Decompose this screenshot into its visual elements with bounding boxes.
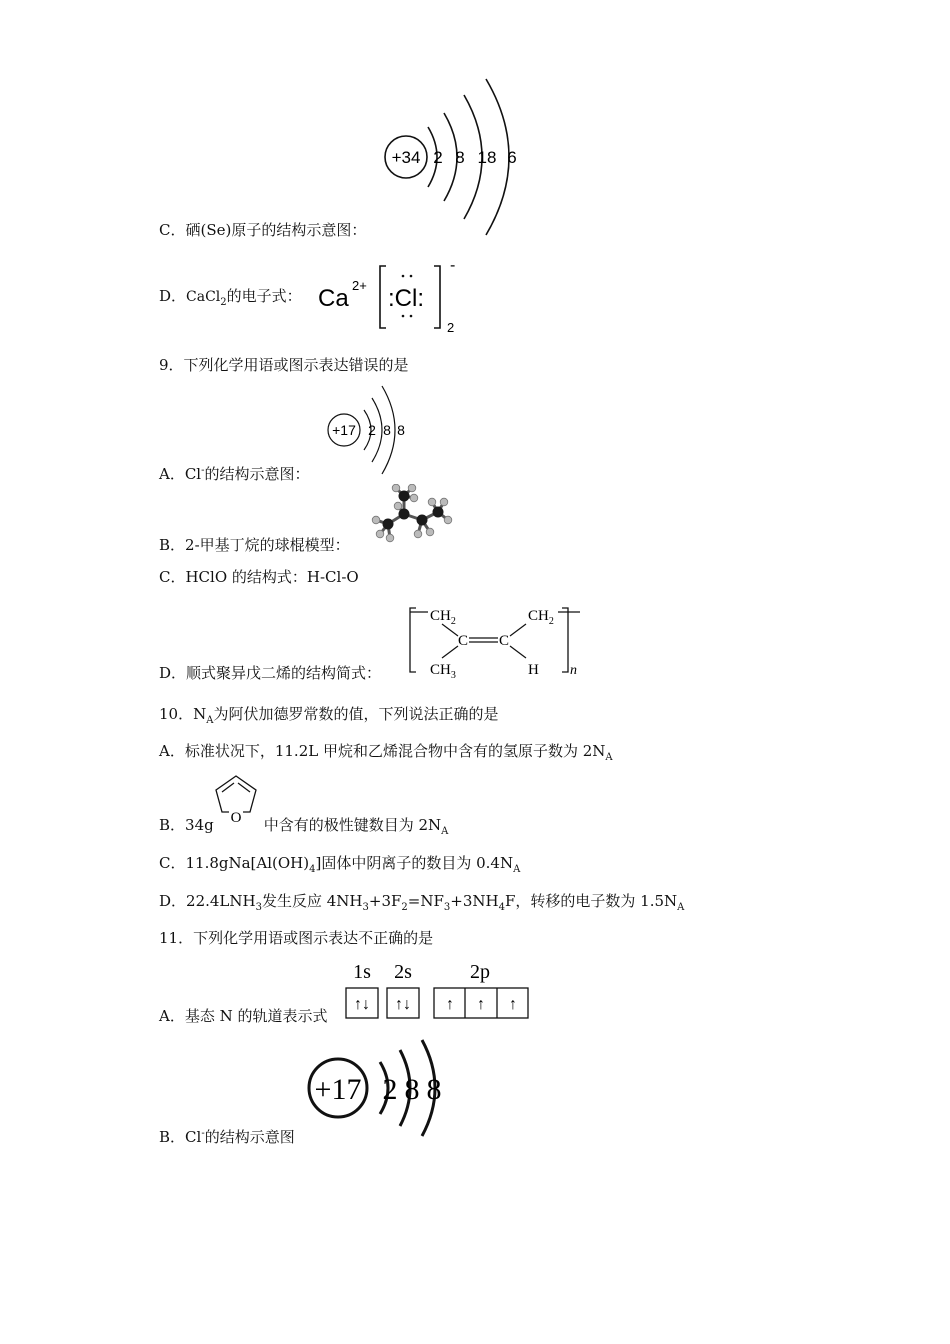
cl-shell-3-count: 8 — [397, 422, 405, 438]
q10-option-b-sub: A — [441, 826, 449, 837]
se-shell-2-count: 8 — [455, 148, 465, 167]
polymer-left-bracket — [410, 608, 416, 672]
h-atom: H — [528, 662, 539, 678]
orbital-label-2p: 2p — [470, 961, 490, 983]
q8-option-d-label: D． — [159, 287, 187, 305]
q8-option-d-sub: 2 — [220, 297, 227, 308]
q10-option-c — [159, 853, 520, 880]
q8-option-d-suffix: 的电子式： — [226, 287, 302, 305]
orbital-label-1s: 1s — [353, 961, 371, 983]
furan-ring — [216, 776, 256, 812]
cl-ion-structure-diagram-q11 — [304, 1038, 454, 1142]
q10-option-a — [159, 741, 613, 768]
cacl2-electron-formula — [316, 254, 466, 336]
cl-nucleus-charge: +17 — [314, 1073, 362, 1106]
se-nucleus-charge: +34 — [391, 148, 421, 167]
ca-symbol: Ca — [318, 285, 349, 312]
cl-nucleus-charge: +17 — [332, 422, 356, 438]
q11-option-b-label: B．Cl — [159, 1128, 202, 1146]
q11-option-b-suffix: 的结构示意图 — [204, 1128, 295, 1146]
electron-dot — [410, 275, 413, 278]
cis-polyisoprene-structure — [402, 602, 592, 680]
cl-shell-3-count: 8 — [426, 1073, 442, 1106]
cl-count: 2 — [447, 320, 455, 335]
left-bracket — [380, 266, 386, 328]
q10-option-d-text: D．22.4LNH — [159, 892, 256, 910]
q10-option-c-sub1: 4 — [309, 864, 316, 875]
c-atom-2: C — [499, 633, 510, 649]
q9-option-b: B．2-甲基丁烷的球棍模型： — [159, 536, 350, 554]
q10-option-d-text: +3NH — [450, 892, 499, 910]
orbital-1s-electrons: ↑↓ — [354, 996, 370, 1013]
ch2-right: $CH_2$ — [528, 608, 554, 627]
nitrogen-orbital-diagram — [342, 956, 532, 1024]
q10-option-d-sub: 3 — [255, 902, 262, 913]
q10-option-d-text: +3F — [368, 892, 402, 910]
q10-option-d-sub: 4 — [498, 902, 505, 913]
q11-option-a: A．基态 N 的轨道表示式 — [159, 1007, 328, 1025]
q10-option-b-post: 中含有的极性键数目为 2N — [263, 816, 442, 834]
q10-stem-post: 为阿伏加德罗常数的值，下列说法正确的是 — [213, 705, 499, 723]
q9-option-a-sup: - — [201, 465, 205, 476]
q9-option-c: C．HClO 的结构式：H-Cl-O — [159, 568, 359, 586]
q10-option-d-sub: 3 — [443, 902, 451, 913]
se-atom-structure-diagram — [380, 75, 530, 240]
bond — [510, 624, 526, 636]
cl-shell-2-count: 8 — [404, 1073, 420, 1106]
q10-stem-sub: A — [206, 715, 214, 726]
q11-stem: 11．下列化学用语或图示表达不正确的是 — [159, 929, 434, 947]
q10-option-b — [159, 815, 448, 842]
q10-option-a-text: A．标准状况下，11.2L 甲烷和乙烯混合物中含有的氢原子数为 2N — [159, 742, 606, 760]
ch3-group: $CH_3$ — [430, 662, 456, 680]
orbital-2p-electron: ↑ — [446, 996, 454, 1013]
cl-shell-1-count: 2 — [368, 422, 376, 438]
q11-option-b — [159, 1124, 295, 1147]
polymer-n: n — [570, 663, 577, 678]
q9-option-a — [159, 461, 310, 484]
ball-stick-model — [366, 484, 456, 552]
se-shell-3-count: 18 — [477, 148, 497, 167]
q8-option-d-formula: CaCl — [186, 289, 221, 305]
q8-option-d — [159, 286, 302, 313]
q10-option-c-mid: ]固体中阴离子的数目为 0.4N — [315, 854, 514, 872]
cl-shell-2-count: 8 — [383, 422, 391, 438]
q10-stem-pre: 10．N — [159, 705, 207, 723]
orbital-label-2s: 2s — [394, 961, 412, 983]
right-bracket — [434, 266, 440, 328]
electron-dot — [402, 315, 405, 318]
q10-stem — [159, 704, 498, 731]
q10-option-d-sub: 2 — [401, 902, 408, 913]
c-atom-1: C — [458, 633, 469, 649]
q10-option-d — [159, 891, 684, 918]
se-shell-4-count: 6 — [507, 148, 517, 167]
q9-option-a-suffix: 的结构示意图： — [204, 465, 310, 483]
se-shell-1-count: 2 — [433, 148, 443, 167]
q10-option-d-sub: 3 — [362, 902, 369, 913]
orbital-2p-electron: ↑ — [477, 996, 485, 1013]
cl-charge: - — [450, 257, 456, 274]
bond — [510, 646, 526, 658]
q10-option-d-text: F，转移的电子数为 1.5N — [504, 892, 678, 910]
q9-option-d: D．顺式聚异戊二烯的结构简式： — [159, 664, 382, 682]
orbital-2p-electron: ↑ — [509, 996, 517, 1013]
ch2-left: $CH_2$ — [430, 608, 456, 627]
electron-dot — [410, 315, 413, 318]
q10-option-d-sub: A — [677, 902, 685, 913]
orbital-2s-electrons: ↑↓ — [395, 996, 411, 1013]
q11-option-b-sup: - — [201, 1128, 205, 1139]
q10-option-c-sub2: A — [513, 864, 521, 875]
q9-option-a-label: A．Cl — [159, 465, 202, 483]
q9-stem: 9．下列化学用语或图示表达错误的是 — [159, 356, 409, 374]
q10-option-d-text: 发生反应 4NH — [261, 892, 363, 910]
cl-electron-dot: :Cl: — [388, 285, 424, 312]
polymer-right-bracket — [562, 608, 568, 672]
q10-option-a-sub: A — [605, 752, 613, 763]
q10-option-d-text: =NF — [407, 892, 444, 910]
bond — [442, 646, 458, 658]
electron-dot — [402, 275, 405, 278]
furan-oxygen: O — [230, 810, 242, 826]
ca-charge: 2+ — [352, 278, 367, 293]
q10-option-c-pre: C．11.8gNa[Al(OH) — [159, 854, 310, 872]
q10-option-b-pre: B．34g — [159, 816, 214, 834]
cl-ion-structure-diagram-q9 — [324, 384, 416, 476]
cl-shell-1-count: 2 — [382, 1073, 398, 1106]
q8-option-c: C．硒(Se)原子的结构示意图： — [159, 221, 367, 239]
